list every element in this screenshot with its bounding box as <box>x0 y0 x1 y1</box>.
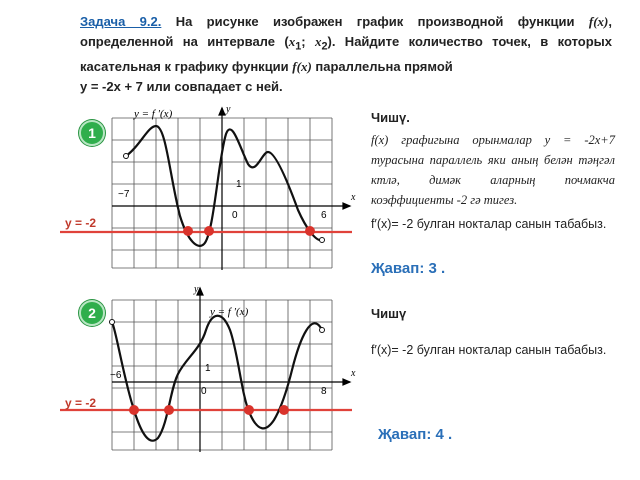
tick-left-1: −7 <box>118 189 130 200</box>
level-label-1: y = -2 <box>65 216 97 230</box>
tick-left-2: −6 <box>110 370 122 381</box>
task-badge-2: 2 <box>79 300 105 326</box>
tick-right-2: 8 <box>321 386 327 397</box>
derivative-graph-1 <box>0 100 360 270</box>
grid-2 <box>112 300 332 450</box>
tangent-point-1a <box>183 226 193 236</box>
tangent-point-2c <box>244 405 254 415</box>
y-axis-label-2: y <box>194 284 199 295</box>
solution-text-2: f′(x)= -2 булган нокталар санын табабыз. <box>371 343 607 357</box>
solution-title-1: Чишү. <box>371 110 410 125</box>
tangent-point-2d <box>279 405 289 415</box>
tangent-point-2b <box>164 405 174 415</box>
solution-text-1: f(x) графигына орынмалар y = -2x+7 турасына параллель яки аның белән тәңгәл ктлә, димәк аларның почмакча коэффициенты -2 гә тигез. <box>371 133 615 207</box>
tangent-point-1c <box>305 226 315 236</box>
answer-2: Җавап: 4 . <box>378 426 453 443</box>
tick-zero-1: 0 <box>232 210 238 221</box>
problem-number: Задача 9.2. <box>80 14 162 29</box>
function-label-1: y = f ′(x) <box>134 108 173 120</box>
x-axis-label-1: x <box>351 192 356 203</box>
tick-right-1: 6 <box>321 210 327 221</box>
problem-statement: Задача 9.2. На рисунке изображен график производной функции f(x), определенной на интервале ($x_1$; $x_2$). Найдите количество точек, в которых касательная к графику функции f(x) параллельна прямой y = -2x + 7 или совпадает с ней. <box>80 14 612 94</box>
tangent-point-1b <box>204 226 214 236</box>
tick-one-1: 1 <box>236 179 242 190</box>
derivative-graph-2 <box>0 280 360 480</box>
solution-title-2: Чишү <box>371 306 407 321</box>
tick-zero-2: 0 <box>201 386 207 397</box>
tick-one-2: 1 <box>205 363 211 374</box>
line-equation: y = -2x + 7 <box>80 78 143 94</box>
tangent-point-2a <box>129 405 139 415</box>
derivative-curve-2 <box>112 316 322 441</box>
function-label-2: y = f ′(x) <box>210 306 249 318</box>
level-label-2: y = -2 <box>65 396 97 410</box>
task-badge-1: 1 <box>79 120 105 146</box>
y-axis-label-1: y <box>226 104 231 115</box>
x-axis-label-2: x <box>351 368 356 379</box>
answer-1: Җавап: 3 . <box>371 260 446 277</box>
solution-text-1b: f′(x)= -2 булган нокталар санын табабыз. <box>371 217 607 231</box>
